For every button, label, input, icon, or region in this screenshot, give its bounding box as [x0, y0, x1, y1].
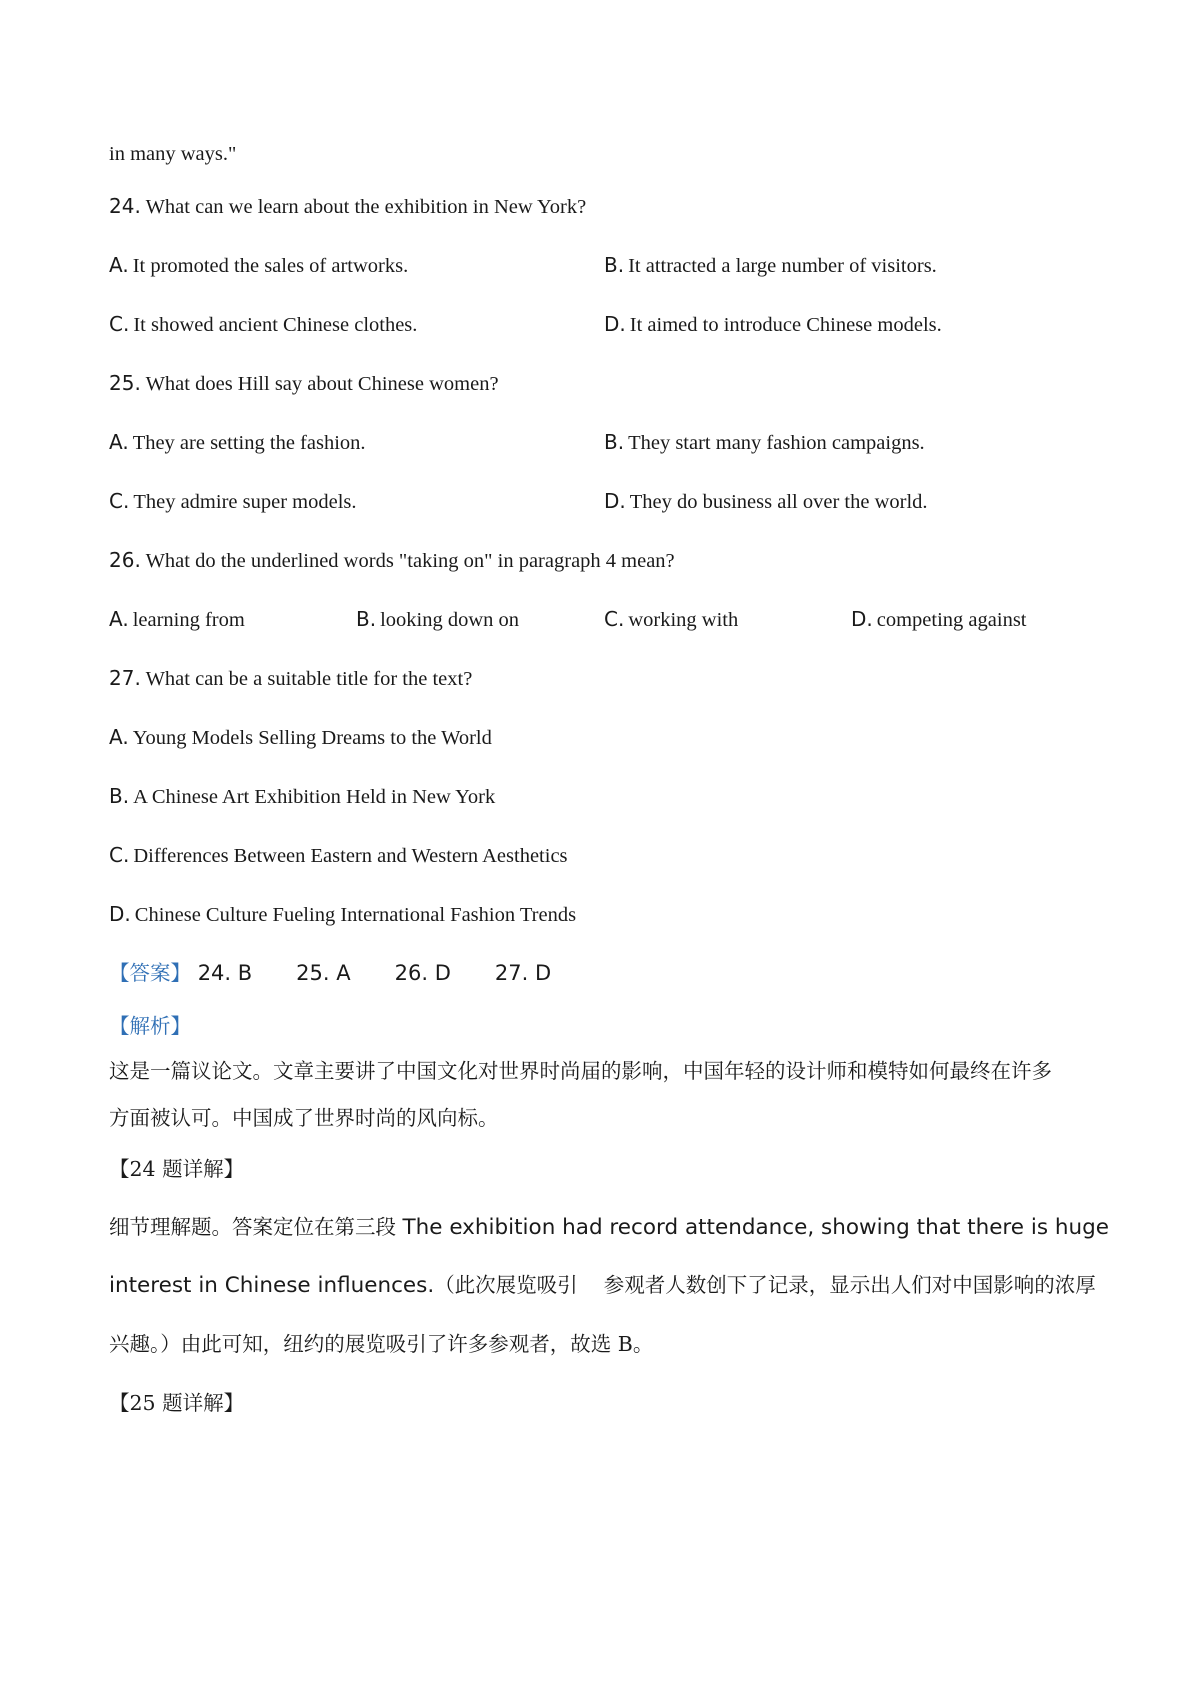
q24-option-d: D. It aimed to introduce Chinese models. [604, 312, 942, 336]
detail-24-line-1: 细节理解题。答案定位在第三段 The exhibition had record attendance, showing that there is huge [109, 1215, 1109, 1240]
question-24 [109, 192, 586, 221]
q27-option-a: A. Young Models Selling Dreams to the World [109, 725, 492, 749]
analysis-line-2: 方面被认可。中国成了世界时尚的风向标。 [109, 1106, 499, 1130]
q25-option-c: C. They admire super models. [109, 489, 357, 513]
q24-option-c: C. It showed ancient Chinese clothes. [109, 312, 418, 336]
question-number: 26. [109, 548, 141, 572]
question-number: 25. [109, 371, 141, 395]
intro-line: in many ways." [109, 143, 237, 165]
answer-24: 24. B [197, 961, 253, 985]
question-text: What do the underlined words "taking on" in paragraph 4 mean? [145, 550, 675, 572]
answer-key [109, 959, 595, 988]
q26-option-c: C. working with [604, 607, 739, 631]
q26-option-b: B. looking down on [356, 607, 520, 631]
detail-24-heading: 【24 题详解】 [109, 1157, 245, 1181]
question-text: What can be a suitable title for the text? [145, 668, 473, 690]
q27-option-c: C. Differences Between Eastern and Western Aesthetics [109, 843, 568, 867]
question-25 [109, 369, 499, 398]
q26-option-a: A. learning from [109, 607, 245, 631]
question-number: 24. [109, 194, 141, 218]
q24-option-a: A. It promoted the sales of artworks. [109, 253, 409, 277]
question-26 [109, 546, 675, 575]
question-text: What can we learn about the exhibition in New York? [145, 196, 587, 218]
answer-25: 25. A [296, 961, 351, 985]
q25-option-a: A. They are setting the fashion. [109, 430, 366, 454]
q27-option-b: B. A Chinese Art Exhibition Held in New York [109, 784, 496, 808]
answer-26: 26. D [394, 961, 451, 985]
analysis-line-1: 这是一篇议论文。文章主要讲了中国文化对世界时尚届的影响，中国年轻的设计师和模特如何最终在许多 [109, 1059, 1052, 1083]
answer-label: 【答案】 [109, 961, 191, 985]
q27-option-d: D. Chinese Culture Fueling International Fashion Trends [109, 902, 577, 926]
q24-option-b: B. It attracted a large number of visitors. [604, 253, 937, 277]
q25-option-d: D. They do business all over the world. [604, 489, 928, 513]
question-27 [109, 664, 472, 693]
q26-option-d: D. competing against [851, 607, 1027, 631]
question-text: What does Hill say about Chinese women? [145, 373, 499, 395]
answer-27: 27. D [494, 961, 552, 985]
question-number: 27. [109, 666, 141, 690]
q25-option-b: B. They start many fashion campaigns. [604, 430, 925, 454]
analysis-label: 【解析】 [109, 1014, 191, 1038]
detail-24-line-2: interest in Chinese influences.（此次展览吸引 参观者人数创下了记录，显示出人们对中国影响的浓厚 [109, 1273, 1096, 1298]
detail-24-line-3: 兴趣。）由此可知，纽约的展览吸引了许多参观者，故选 B。 [109, 1332, 654, 1356]
detail-25-heading: 【25 题详解】 [109, 1391, 245, 1415]
